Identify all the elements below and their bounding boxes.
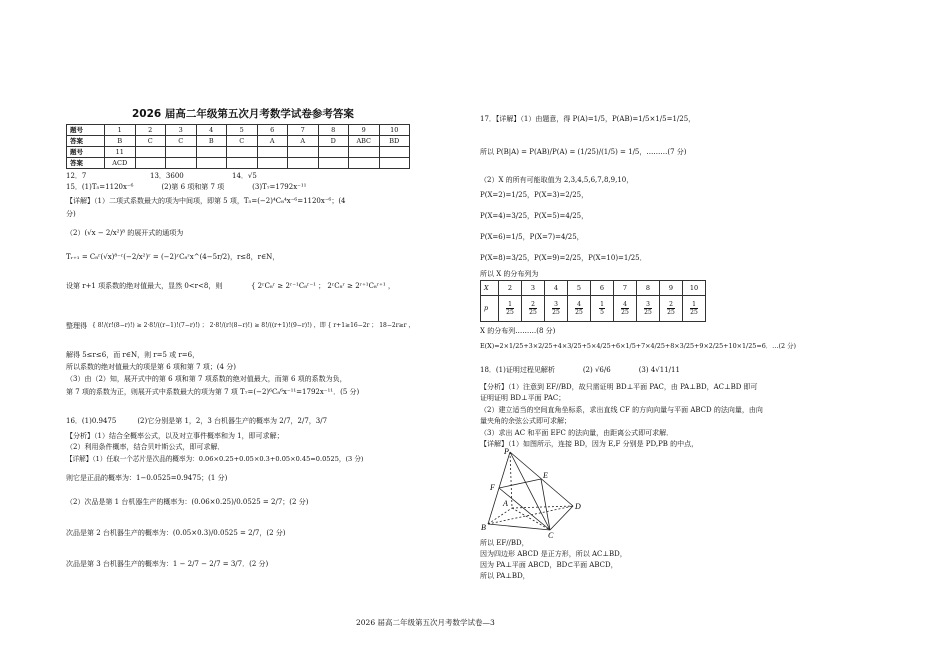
table-cell [135,147,166,158]
answer-14: 14．√5 [232,172,257,180]
table-row [481,281,706,296]
text-line: 所以 X 的分布列为 [480,270,539,278]
text-line: 次品是第 3 台机器生产的概率为：1 − 2/7 − 2/7 = 3/7．(2 分) [66,560,269,568]
row-label: 题号 [67,147,105,158]
table-cell: 3 [166,125,197,136]
table-cell [349,158,380,169]
formula-line: Tᵣ₊₁ = C₈ʳ(√x)⁸⁻ʳ(−2/x²)ʳ = (−2)ʳC₈ʳx^(4−5r/2)，r≤8，r∈N， [66,253,280,261]
fraction [552,301,560,316]
text-line: 解得 5≤r≤6，而 r∈N，则 r=5 或 r=6， [66,351,200,359]
text-line: 证明证明 BD⊥平面 PAC； [480,394,566,402]
table-cell [545,296,568,322]
table-row [67,158,410,169]
table-cell: 9 [349,125,380,136]
text-line: （2）(√x − 2/x²)⁸ 的展开式的通项为 [66,229,184,237]
text-line: （3）由（2）知，展开式中的第 6 项和第 7 项系数的绝对值最大，而第 6 项的系数为负， [66,375,347,383]
text-line: 所以系数的绝对值最大的项是第 6 项和第 7 项；(4 分) [66,363,236,371]
denominator: 25 [575,309,583,316]
row-label: 答案 [67,136,105,147]
text-line: （2）建立适当的空间直角坐标系，求出直线 CF 的方向向量与平面 ABCD 的法向量，由向 [480,406,763,414]
table-cell [135,158,166,169]
denominator: 25 [552,309,560,316]
table-cell: BD [379,136,410,147]
label-d: D [575,502,581,511]
table-cell [683,296,706,322]
numerator: 2 [669,301,673,308]
answer-17: 17．【详解】（1）由题意，得 P(A)=1/5，P(AB)=1/5×1/5=1/25， [480,115,696,123]
table-cell: 4 [196,125,227,136]
numerator: 3 [646,301,650,308]
text-line: 【详解】（1）二项式系数最大的项为中间项，即第 5 项，T₅=(−2)⁴C₈⁴x⁻⁶=1120x⁻⁶；(4 [66,197,346,205]
text-line: （2）利用条件概率，结合贝叶斯公式，即可求解． [66,443,225,451]
formula-line: { 2ʳC₈ʳ ≥ 2ʳ⁻¹C₈ʳ⁻¹ ； 2ʳC₈ʳ ≥ 2ʳ⁺¹C₈ʳ⁺¹ ， [251,282,395,290]
table-cell: ABC [349,136,380,147]
table-cell [522,296,545,322]
answer-16: 16．(1)0.9475 (2)它分别是第 1，2，3 台机器生产的概率为 2/7，2/7，3/7 [66,417,328,425]
denominator: 25 [506,309,514,316]
table-cell: 9 [660,281,683,296]
table-row [67,147,410,158]
fraction [621,301,629,316]
text-line: 量夹角的余弦公式即可求解； [480,417,571,425]
label-a: A [503,499,508,508]
table-cell: 4 [545,281,568,296]
denominator: 5 [600,309,604,316]
formula-line: P(X=6)=1/5，P(X=7)=4/25， [480,233,584,241]
table-cell [318,158,349,169]
distribution-table [480,280,706,322]
formula-line: P(X=2)=1/25，P(X=3)=2/25， [480,191,589,199]
formula-line: 所以 P(B|A) = P(AB)/P(A) = (1/25)/(1/5) = 1/5，………(7 分) [480,148,687,156]
table-cell: C [135,136,166,147]
table-cell: 5 [227,125,258,136]
row-label: 题号 [67,125,105,136]
fraction [575,301,583,316]
denominator: 25 [667,309,675,316]
table-cell: 2 [499,281,522,296]
table-cell: A [257,136,288,147]
pyramid-figure [478,446,598,538]
table-cell [660,296,683,322]
table-cell [349,147,380,158]
answer-table [66,124,410,169]
fraction [506,301,514,316]
numerator: 3 [554,301,558,308]
text-line: （3）求出 AC 和平面 EFC 的法向量，由距离公式即可求解． [480,429,674,437]
text-line: 【分析】（1）注意到 EF//BD，故只需证明 BD⊥平面 PAC，由 PA⊥BD，AC⊥BD 即可 [480,383,758,391]
table-cell [614,296,637,322]
table-cell: 5 [568,281,591,296]
text-line: 第 7 项的系数为正，则展开式中系数最大的项为第 7 项 T₇=(−2)⁶C₈⁶x⁻¹¹=1792x⁻¹¹．(5 分) [66,388,360,396]
table-cell: 2 [135,125,166,136]
table-cell: 10 [683,281,706,296]
table-cell: C [227,136,258,147]
row-label: X [481,281,499,296]
table-cell [227,147,258,158]
table-cell: 6 [257,125,288,136]
numerator: 4 [577,301,581,308]
text-line: 次品是第 2 台机器生产的概率为：(0.05×0.3)/0.0525 = 2/7，(2 分) [66,529,286,537]
table-cell: ACD [105,158,136,169]
table-row [481,296,706,322]
table-row [67,125,410,136]
text-line: 则它是正品的概率为：1−0.0525=0.9475；(1 分) [66,474,228,482]
table-cell: 3 [522,281,545,296]
text-line: 因为 PA⊥平面 ABCD，BD⊂平面 ABCD， [480,561,618,569]
text-line: 【分析】（1）结合全概率公式，以及对立事件概率和为 1，即可求解； [66,432,284,440]
table-cell: 1 [105,125,136,136]
formula-line: P(X=8)=3/25，P(X=9)=2/25，P(X=10)=1/25． [480,254,647,262]
table-cell [257,147,288,158]
table-cell [288,147,319,158]
table-cell [379,147,410,158]
answer-18: 18．(1)证明过程见解析 (2) √6/6 (3) 4√11/11 [480,366,680,374]
table-cell [591,296,614,322]
table-cell: A [288,136,319,147]
formula-line: { 8!/(r!(8−r)!) ≥ 2·8!/((r−1)!(7−r)!) ； 2·8!/(r!(8−r)!) ≥ 8!/((r+1)!(9−r)!) ，即 { r+1≥16−2r ； 18−2r≥r ， [92,322,415,329]
table-cell [196,147,227,158]
table-cell [568,296,591,322]
label-p: P [504,447,509,456]
table-cell: D [318,136,349,147]
table-cell: 7 [614,281,637,296]
page-title: 2026 届高二年级第五次月考数学试卷参考答案 [132,108,354,120]
table-cell [288,158,319,169]
text-line: 整理得 [66,322,87,330]
table-cell [379,158,410,169]
numerator: 1 [600,301,604,308]
table-cell: B [105,136,136,147]
text-line: 【详解】（1）如图所示，连接 BD，因为 E,F 分别是 PD,PB 的中点， [480,440,699,448]
fraction [529,301,537,316]
text-line: （2）X 的所有可能取值为 2,3,4,5,6,7,8,9,10， [480,176,634,184]
numerator: 4 [623,301,627,308]
table-cell: 8 [318,125,349,136]
answer-12: 12．7 [66,172,87,180]
text-line: 分) [66,210,76,218]
numerator: 2 [531,301,535,308]
table-cell [499,296,522,322]
label-f: F [490,483,495,492]
table-cell: 7 [288,125,319,136]
table-cell: B [196,136,227,147]
table-cell: 11 [105,147,136,158]
table-row [67,136,410,147]
table-cell [227,158,258,169]
table-cell: C [166,136,197,147]
row-label: p [481,296,499,322]
text-line: 因为四边形 ABCD 是正方形，所以 AC⊥BD， [480,550,627,558]
table-cell: 6 [591,281,614,296]
label-e: E [543,471,548,480]
text-line: 【详解】（1）任取一个芯片是次品的概率为：0.06×0.25+0.05×0.3+0.05×0.45=0.0525，(3 分) [66,455,364,463]
row-label: 答案 [67,158,105,169]
table-cell: 10 [379,125,410,136]
denominator: 25 [690,309,698,316]
fraction [644,301,652,316]
text-line: 所以 EF//BD， [480,539,529,547]
table-cell [166,158,197,169]
fraction [667,301,675,316]
table-cell: 8 [637,281,660,296]
label-c: C [548,531,554,538]
page-footer: 2026 届高二年级第五次月考数学试卷—3 [356,618,495,627]
answer-13: 13．3600 [150,172,184,180]
formula-line: E(X)=2×1/25+3×2/25+4×3/25+5×4/25+6×1/5+7×4/25+8×3/25+9×2/25+10×1/25=6．…(2 分) [480,342,797,350]
table-cell [637,296,660,322]
table-cell [257,158,288,169]
numerator: 1 [692,301,696,308]
fraction [599,301,605,316]
table-cell [166,147,197,158]
label-b: B [481,523,486,532]
formula-line: P(X=4)=3/25，P(X=5)=4/25， [480,212,589,220]
text-line: （2）次品是第 1 台机器生产的概率为：(0.06×0.25)/0.0525 = 2/7；(2 分) [66,498,309,506]
denominator: 25 [644,309,652,316]
text-line: 设第 r+1 项系数的绝对值最大，显然 0<r<8，则 [66,282,223,290]
denominator: 25 [529,309,537,316]
text-line: 所以 PA⊥BD， [480,572,530,580]
text-line: X 的分布列………(8 分) [480,327,556,335]
numerator: 1 [508,301,512,308]
table-cell [318,147,349,158]
table-cell [196,158,227,169]
answer-15: 15．(1)T₅=1120x⁻⁶ (2)第 6 项和第 7 项 (3)T₇=1792x⁻¹¹ [66,183,307,191]
fraction [690,301,698,316]
denominator: 25 [621,309,629,316]
